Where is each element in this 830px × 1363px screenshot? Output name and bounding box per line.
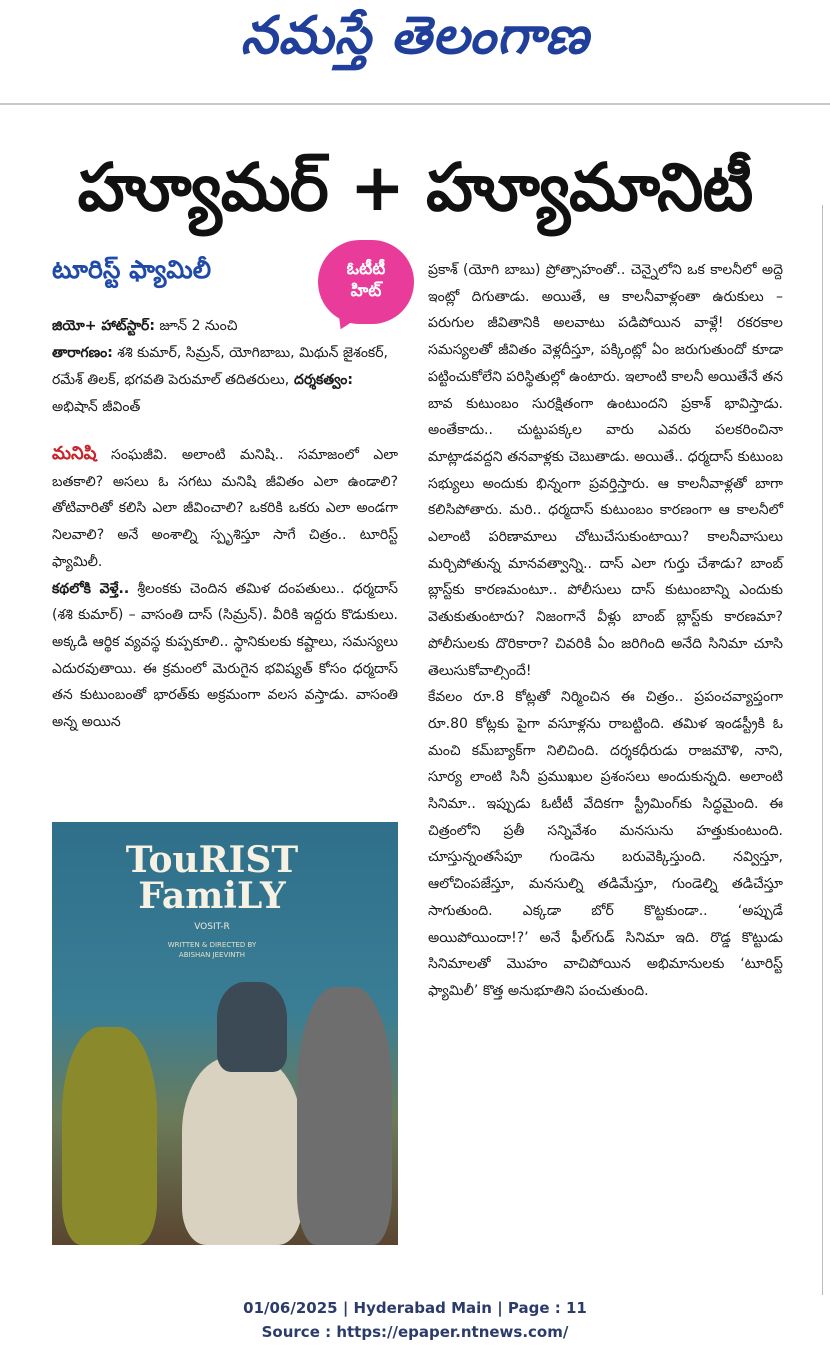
dropcap-word: మనిషి	[52, 443, 97, 464]
article-column-left	[52, 441, 398, 736]
footer-date-page: 01/06/2025 | Hyderabad Main | Page : 11	[243, 1299, 587, 1317]
ott-hit-badge	[318, 240, 414, 324]
footer-source: Source : https://epaper.ntnews.com/	[261, 1323, 569, 1341]
poster-tagline: VOSIT-R	[194, 922, 230, 932]
badge-line1: ఓటీటీ	[346, 259, 386, 279]
poster-figure-boy	[297, 987, 392, 1245]
article-paragraph: కేవలం రూ.8 కోట్లతో నిర్మించిన ఈ చిత్రం.. ప్రపంచవ్యాప్తంగా రూ.80 కోట్లకు పైగా వసూళ్లను రాబట్టింది. తమిళ ఇండస్ట్రీకి ఓ మంచి కమ్‌బ్యాక్‌గా నిలిచింది. దర్శకధీరుడు రాజమౌళి, నాని, సూర్య లాంటి సినీ ప్రముఖుల ప్రశంసలు అందుకున్నది. అలాంటి సినిమా.. ఇప్పుడు ఓటీటీ వేదికగా స్ట్రీమింగ్‌కు సిద్ధమైంది. ఈ చిత్రంలోని ప్రతీ సన్నివేశం మనసును హత్తుకుంటుంది. చూస్తున్నంతసేపూ గుండెను బరువెక్కిస్తుంది. నవ్విస్తూ, ఆలోచింపజేస్తూ, మనసుల్ని తడిమేస్తూ, గుండెల్ని తడిచేస్తూ సాగుతుంది. ఎక్కడా బోర్ కొట్టకుండా.. ‘అప్పుడే అయిపోయిందా!?’ అనే ఫీల్‌గుడ్ సినిమా ఇది. రొడ్డ కొట్టుడు సినిమాలతో మొహం వాచిపోయిన అభిమానులకు ‘టూరిస్ట్ ఫ్యామిలీ’ కొత్త అనుభూతిని పంచుతుంది.	[428, 689, 783, 999]
poster-figure-man	[182, 1057, 302, 1245]
article-paragraph: ప్రకాశ్ (యోగి బాబు) ప్రోత్సాహంతో.. చెన్నైలోని ఒక కాలనీలో అద్దె ఇంట్లో దిగుతాడు. అయితే, ఆ కాలనీవాళ్లంతా ఉరుకులు – పరుగుల జీవితానికి అలవాటు పడిపోయిన వాళ్లే! రకరకాల సమస్యలతో జీవితం వెళ్లదీస్తూ, పక్కింట్లో ఏం జరుగుతుందో కూడా పట్టించుకోలేని పరిస్థితుల్లో ఉంటారు. ఇలాంటి కాలనీ అయితేనే తన బావ కుటుంబం సురక్షితంగా ఉంటుందని ప్రకాశ్ భావిస్తాడు. అంతేకాదు.. చుట్టుపక్కల వారు ఎవరు పలకరించినా మాట్లాడవద్దని తనవాళ్లకు చెబుతాడు. అయితే.. ధర్మదాస్ కుటుంబ సభ్యులు అందుకు భిన్నంగా ప్రవర్తిస్తారు. ఆ కాలనీవాళ్లతో బాగా కలిసిపోతారు. మరి.. ధర్మదాస్ కుటుంబం కారణంగా ఆ కాలనీలో ఎలాంటి పరిణామాలు చోటుచేసుకుంటాయి? కాలనీవాసులు మర్చిపోతున్న మానవత్వాన్ని.. దాస్ ఎలా గుర్తు చేశాడు? బాంబ్ బ్లాస్ట్‌కు కారణమంటూ.. పోలీసులు దాస్ కుటుంబాన్ని ఎందుకు వెతుకుతుంటారు? నిజంగానే వీళ్లు బాంబ్ బ్లాస్ట్‌కు కారణమా? పోలీసులకు దొరికారా? చివరికి ఏం జరిగింది అనేది సినిమా చూసి తెలుసుకోవాల్సిందే!	[428, 262, 783, 679]
poster-figure-youth	[217, 982, 287, 1072]
cast-row	[52, 340, 397, 421]
article-headline: హ్యూమర్ + హ్యూమానిటీ	[77, 149, 753, 226]
poster-credits	[112, 940, 312, 960]
platform-label: జియో+ హాట్‌స్టార్:	[52, 318, 155, 334]
newspaper-logo: నమస్తే తెలంగాణ	[240, 6, 590, 66]
poster-credit-line1: WRITTEN & DIRECTED BY	[167, 941, 257, 949]
masthead	[0, 0, 830, 108]
poster-title-line2: FamiLY	[138, 875, 286, 917]
poster-title-line1: TouRIST	[125, 839, 299, 881]
column-divider	[822, 205, 823, 1295]
masthead-divider	[0, 103, 830, 105]
cast-label: తారాగణం:	[52, 345, 113, 361]
badge-line2: హిట్	[350, 281, 382, 301]
cast-value: శశి కుమార్, సిమ్రన్, యోగిబాబు, మిథున్ జైశంకర్, రమేశ్ తిలక్, భగవతి పెరుమాల్ తదితరులు,	[52, 345, 388, 388]
movie-info	[52, 313, 397, 421]
article-paragraph	[52, 441, 398, 576]
poster-credit-line2: ABISHAN JEEVINTH	[178, 951, 246, 959]
platform-value: జూన్ 2 నుంచి	[154, 318, 238, 334]
poster-title	[112, 839, 312, 917]
paragraph-lead: కథలోకి వెళ్తే..	[52, 580, 130, 597]
poster-figure-woman	[62, 1027, 157, 1245]
article-subhead: టూరిస్ట్ ఫ్యామిలీ	[52, 255, 212, 284]
paragraph-text: సంఘజీవి. అలాంటి మనిషి.. సమాజంలో ఎలా బతకాలి? అసలు ఓ సగటు మనిషి జీవితం ఎలా ఉండాలి? తోటివారితో కలిసి ఎలా జీవించాలి? ఒకరికి ఒకరు ఎలా అండగా నిలవాలి? అనే అంశాల్ని స్పృశిస్తూ సాగే చిత్రం.. టూరిస్ట్ ఫ్యామిలీ.	[52, 447, 398, 570]
paragraph-text: శ్రీలంకకు చెందిన తమిళ దంపతులు.. ధర్మదాస్ (శశి కుమార్) – వాసంతి దాస్ (సిమ్రన్). వీరికి ఇద్దరు కొడుకులు. అక్కడి ఆర్థిక వ్యవస్థ కుప్పకూలి.. స్థానికులకు కష్టాలు, సమస్యలు ఎదురవుతాయి. ఈ క్రమంలో మెరుగైన భవిష్యత్ కోసం ధర్మదాస్ తన కుటుంబంతో భారత్‌కు అక్రమంగా వలస వస్తాడు. వాసంతి అన్న అయిన	[52, 580, 398, 731]
director-label: దర్శకత్వం:	[289, 372, 353, 388]
platform-row	[52, 313, 397, 340]
director-value: అభిషాన్ జీవింత్	[52, 399, 141, 415]
article-paragraph	[52, 576, 398, 736]
movie-poster-image	[52, 822, 398, 1245]
article-column-right	[428, 257, 783, 1005]
